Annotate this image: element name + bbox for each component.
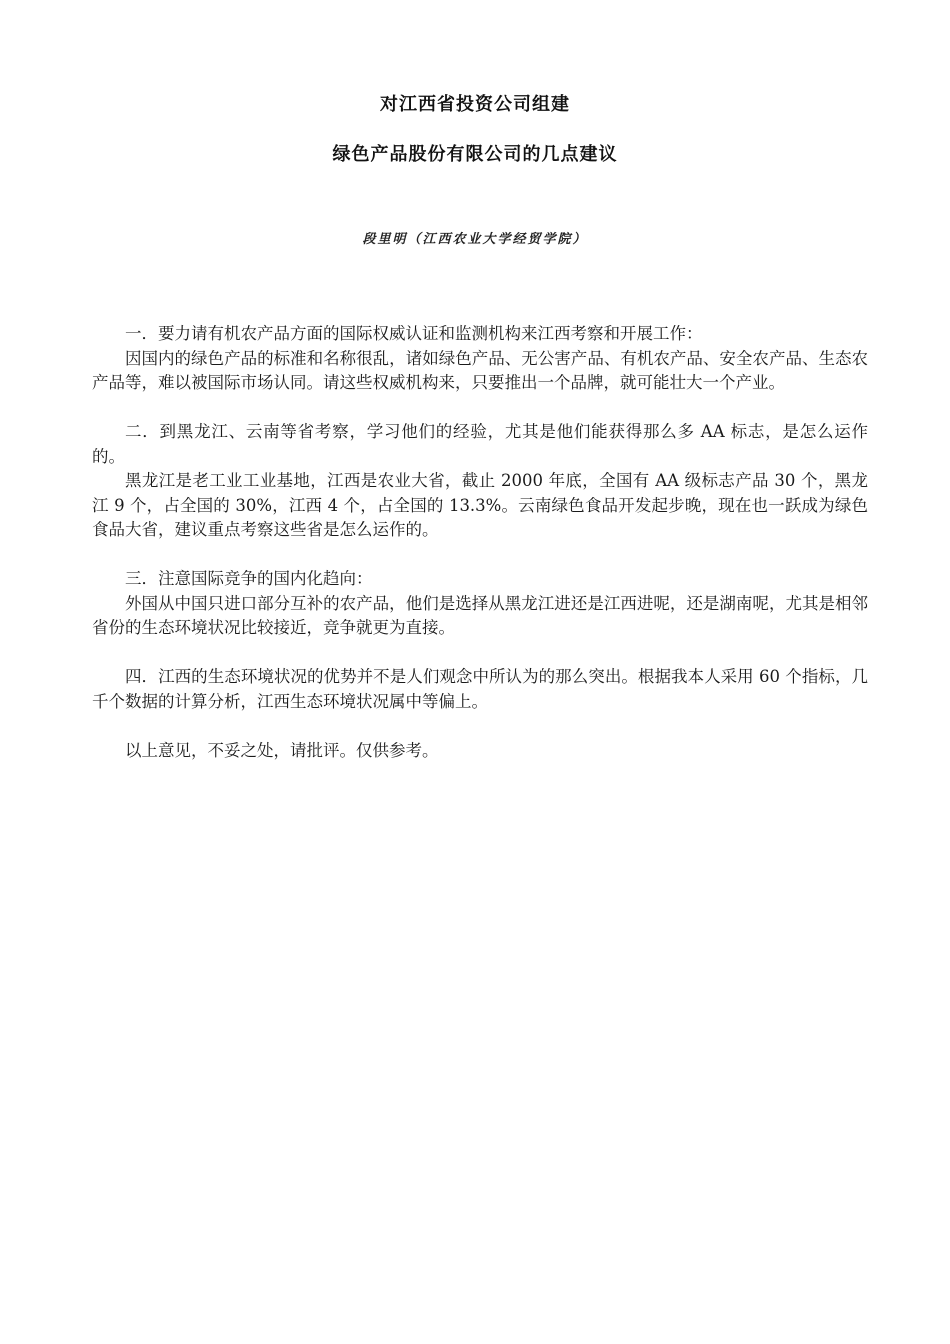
- section-3-heading: 三．注意国际竞争的国内化趋向：: [125, 569, 373, 588]
- paragraph-gap: [92, 714, 868, 739]
- section-2: [92, 420, 868, 543]
- section-4-heading: 四．江西的生态环境状况的优势并不是人们观念中所认为的那么突出。根据我本人采用 60 个指标，几千个数据的计算分析，江西生态环境状况属中等偏上。: [92, 667, 868, 711]
- section-4: [92, 665, 868, 714]
- section-2-heading: 二．到黑龙江、云南等省考察，学习他们的经验，尤其是他们能获得那么多 AA 标志，是怎么运作的。: [92, 422, 868, 466]
- paragraph-gap: [92, 641, 868, 666]
- document-body: [92, 322, 868, 763]
- section-1-body: 因国内的绿色产品的标准和名称很乱，诸如绿色产品、无公害产品、有机农产品、安全农产品、生态农产品等，难以被国际市场认同。请这些权威机构来，只要推出一个品牌，就可能壮大一个产业。: [92, 348, 868, 392]
- document-title-line-1: 对江西省投资公司组建: [380, 94, 570, 115]
- closing-remark: 以上意见，不妥之处，请批评。仅供参考。: [125, 740, 439, 760]
- section-2-body: 黑龙江是老工业工业基地，江西是农业大省，截止 2000 年底，全国有 AA 级标志产品 30 个，黑龙江 9 个，占全国的 30%，江西 4 个，占全国的 13.3%。云南绿色食品开发起步晚，现在也一跃成为绿色食品大省，建议重点考察这些省是怎么运作的。: [92, 471, 868, 539]
- section-1-heading: 一．要力请有机农产品方面的国际权威认证和监测机构来江西考察和开展工作：: [125, 324, 703, 343]
- paragraph-gap: [92, 396, 868, 421]
- section-1: [92, 322, 868, 396]
- paragraph-gap: [92, 543, 868, 568]
- author-byline: 段里明（江西农业大学经贸学院）: [362, 232, 588, 247]
- section-3: [92, 567, 868, 641]
- section-3-body: 外国从中国只进口部分互补的农产品，他们是选择从黑龙江进还是江西进呢，还是湖南呢，尤其是相邻省份的生态环境状况比较接近，竞争就更为直接。: [92, 593, 868, 637]
- document-title-line-2: 绿色产品股份有限公司的几点建议: [332, 144, 618, 165]
